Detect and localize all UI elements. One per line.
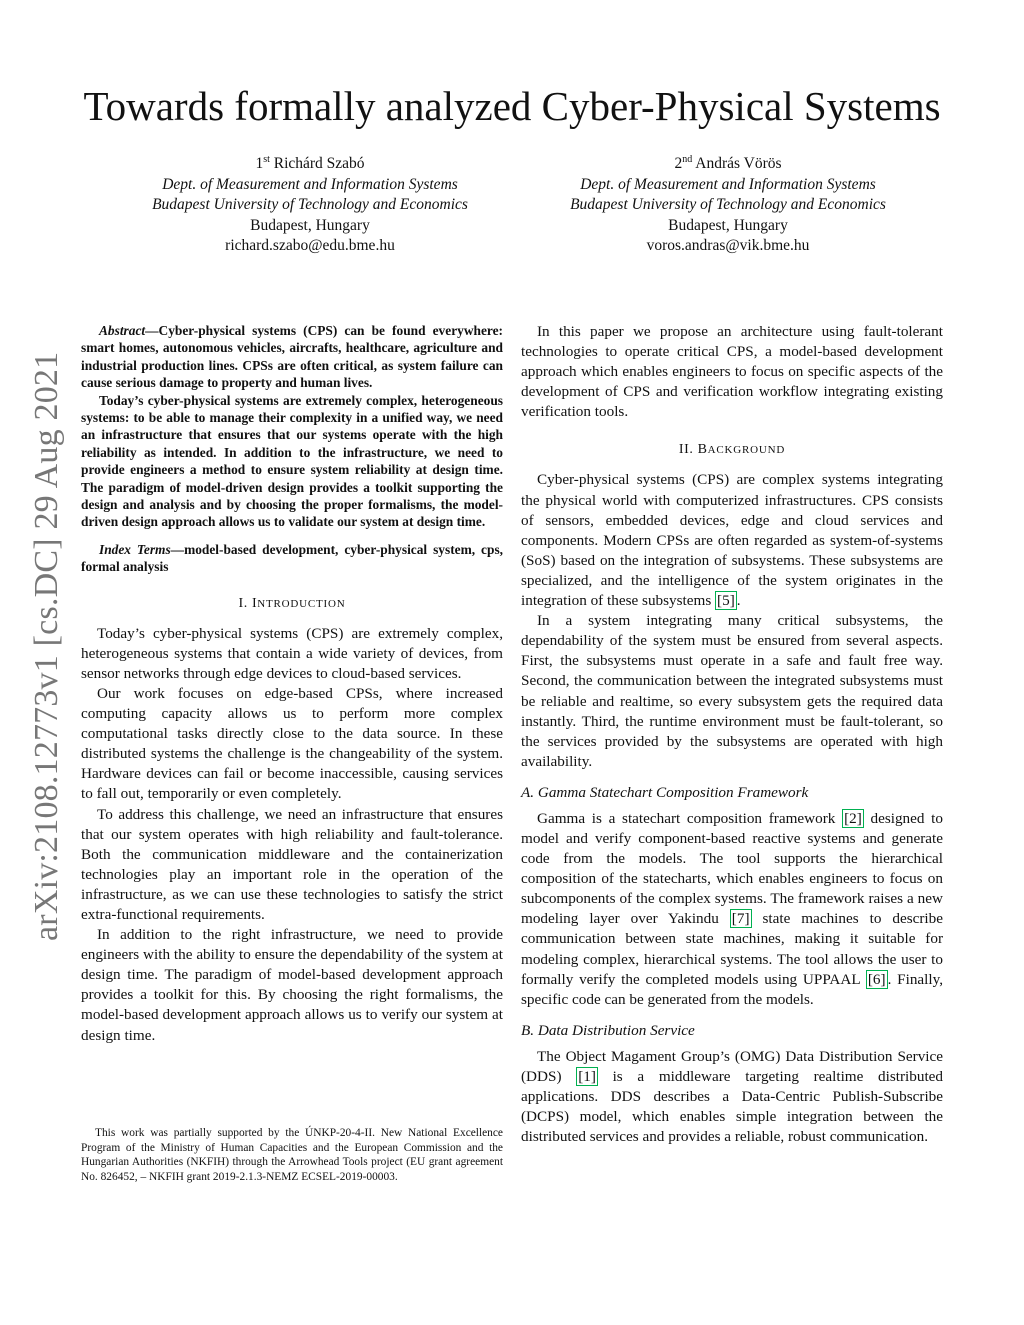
- paragraph: The Object Magament Group’s (OMG) Data Distribution Service (DDS) [1] is a middleware targeting realtime distributed applications. DDS describes a Data-Centric Publish-Subscribe (DCPS) model, which enables simple integration between the distributed services and provides a reliable, robust communication.: [521, 1047, 943, 1146]
- author-block-1: [100, 154, 520, 257]
- dds-body: [521, 1047, 943, 1147]
- author-university: Budapest University of Technology and Economics: [152, 196, 468, 214]
- paragraph: Our work focuses on edge-based CPSs, where increased computing capacity allows us to perform more complex computational tasks directly close to the data source. In these distributed systems the challenge is the changeability of the system. Hardware devices can fail or become inaccessible, causing services to fall out, temporarily or even completely.: [81, 684, 503, 803]
- right-column: [521, 322, 943, 1147]
- abstract-paragraph: Abstract—Cyber-physical systems (CPS) can be found everywhere: smart homes, autonomous vehicles, aircrafts, healthcare, agriculture and industrial production lines. CPSs are often critical, as system failure can cause serious damage to property and human lives.: [81, 323, 503, 391]
- footnote: This work was partially supported by the ÚNKP-20-4-II. New National Excellence Program of the Ministry of Human Capacities and the European Commission and the Hungarian Authorities (NKFIH) through the Arrowhead Tools project (EU grant agreement No. 826452, – NKFIH grant 2019-2.1.3-NEMZ ECSEL-2019-00003.: [81, 1127, 503, 1183]
- citation-link[interactable]: [6]: [867, 970, 886, 988]
- section-heading-introduction: I. INTRODUCTION: [238, 595, 346, 611]
- paragraph: In this paper we propose an architecture using fault-tolerant technologies to operate critical CPS, a model-based development approach which enables engineers to focus on specific aspects of the development of CPS and verification workflow integrating existing verification tools.: [521, 323, 943, 421]
- author-name: 1st Richárd Szabó: [255, 154, 365, 172]
- paragraph: Cyber-physical systems (CPS) are complex systems integrating the physical world with computerized infrastructures. CPS consists of sensors, embedded devices, edge and cloud services and components. Modern CPSs are often regarded as system-of-systems (SoS) based on the integration of subsystems. These subsystems are specialized, and the intelligence of the system originates in the integration of these subsystems [5] .: [521, 471, 943, 610]
- left-column: [81, 322, 503, 1046]
- paragraph: To address this challenge, we need an infrastructure that ensures that our system operates with high reliability and fault-tolerance. Both the communication middleware and the containerization technologies play an important role in the operation of the infrastructure, as we can use these technologies to satisfy the strict extra-functional requirements.: [81, 805, 503, 923]
- index-terms: Index Terms—model-based development, cyber-physical system, cps, formal analysis: [81, 541, 503, 575]
- author-email[interactable]: voros.andras@vik.bme.hu: [646, 237, 810, 255]
- paragraph: In addition to the right infrastructure, we need to provide engineers with the ability to ensure the dependability of the system at design time. The paradigm of model-based development approach provides a toolkit for this. By choosing the right formalisms, the model-based development approach allows us to verify our system at design time.: [81, 926, 503, 1044]
- introduction-body: [81, 624, 503, 1046]
- author-email[interactable]: richard.szabo@edu.bme.hu: [225, 237, 395, 255]
- author-dept: Dept. of Measurement and Information Systems: [162, 175, 458, 193]
- citation-link[interactable]: [7]: [731, 910, 750, 928]
- author-block-2: [518, 154, 938, 257]
- citation-link[interactable]: [1]: [578, 1067, 596, 1085]
- author-name: 2nd András Vörös: [674, 154, 782, 172]
- gamma-body: [521, 809, 943, 1010]
- author-location: Budapest, Hungary: [250, 216, 370, 234]
- abstract-paragraph: Today’s cyber-physical systems are extremely complex, heterogeneous systems: to be able to manage their complexity in a unified way, we need an infrastructure that ensures that our systems operate with the high reliability as intended. In addition to the infrastructure, we need to provide engineers a method to ensure system reliability at design time. The paradigm of model-driven design provides a toolkit supporting the design and analysis and by choosing the proper formalisms, the model-driven design approach allows us to validate our system at design time.: [81, 392, 503, 530]
- subsection-heading-gamma: A. Gamma Statechart Composition Framework: [521, 783, 809, 801]
- paper-title: Towards formally analyzed Cyber-Physical Systems: [83, 83, 941, 129]
- author-university: Budapest University of Technology and Economics: [570, 196, 886, 214]
- paragraph: In a system integrating many critical subsystems, the dependability of the system must be ensured from several aspects. First, the subsystems must operate in a safe and fault free way. Second, the communication between the integrated subsystems must be reliable and realtime, so every subsystem gets the required data instantly. Third, the runtime environment must be fault-tolerant, so the services provided by the subsystems are operated with high availability.: [521, 612, 943, 770]
- citation-link[interactable]: [2]: [844, 809, 862, 827]
- background-body: [521, 470, 943, 771]
- arxiv-stamp: arXiv:2108.12773v1 [cs.DC] 29 Aug 2021: [28, 351, 65, 941]
- author-dept: Dept. of Measurement and Information Systems: [580, 175, 876, 193]
- author-location: Budapest, Hungary: [668, 216, 788, 234]
- index-terms-label: Index Terms: [99, 541, 171, 557]
- subsection-heading-dds: B. Data Distribution Service: [521, 1021, 695, 1039]
- paragraph: Today’s cyber-physical systems (CPS) are extremely complex, heterogeneous systems that contain a wide variety of devices, from sensor networks through edge devices to cloud-based services.: [81, 624, 503, 682]
- abstract: [81, 322, 503, 531]
- citation-link[interactable]: [5]: [717, 592, 735, 610]
- paragraph: Gamma is a statechart composition framework [2] designed to model and verify component-based reactive systems and generate code from the models. The tool supports the hierarchical composition of the statecharts, which enables engineers to focus on subcomponents of the complex systems. The framework raises a new modeling layer over Yakindu [7] state machines to describe communication between state machines, making it suitable for modeling complex, hierarchical systems. The tool allows the user to formally verify the completed models using UPPAAL [6] . Finally, specific code can be generated from the models.: [521, 809, 943, 1008]
- abstract-label: Abstract: [99, 323, 146, 338]
- section-heading-background: II. BACKGROUND: [678, 442, 786, 458]
